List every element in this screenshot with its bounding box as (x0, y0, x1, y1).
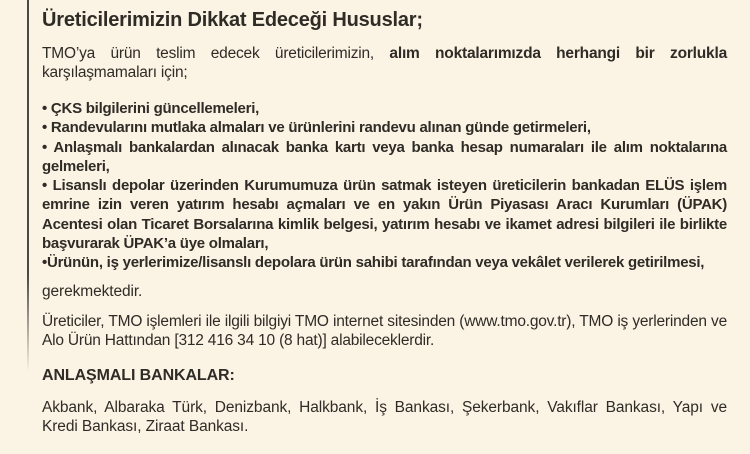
bullet-list (42, 99, 727, 273)
bullet-item-urun-teslim (42, 253, 727, 272)
left-margin-rule (27, 0, 29, 372)
bullet-item-lisansli-depo (42, 176, 727, 253)
bullet-marker: • (42, 177, 53, 195)
info-paragraph: Üreticiler, TMO işlemleri ile ilgili bilgiyi TMO internet sitesinden (www.tmo.gov.tr), TMO iş yerlerinden ve Alo Ürün Hattından [312 416 34 10 (8 hat)] alabileceklerdir. (42, 312, 727, 349)
bullet-marker: • (42, 100, 51, 117)
bullet-item-cks (42, 99, 727, 118)
bullet-text: Lisanslı depolar üzerinden Kurumumuza ürün satmak isteyen üreticilerin bankadan ELÜS işlem emrine izin veren yatırım hesabı açmaları ve en yakın Ürün Piyasası Aracı Kurumları (ÜPAK) Acentesi olan Ticaret Borsalarına kimlik belgesi, yatırım hesabı ve ikamet adresi bilgileri ile birlikte başvurarak ÜPAK’a üye olmaları, (42, 177, 727, 253)
intro-text-end: karşılaşmamaları için; (42, 63, 188, 81)
banks-list: Akbank, Albaraka Türk, Denizbank, Halkbank, İş Bankası, Şekerbank, Vakıflar Bankası, Yapı ve Kredi Bankası, Ziraat Bankası. (42, 398, 727, 436)
bullet-marker: • (42, 119, 51, 137)
bullet-text: Ürünün, iş yerlerimize/lisanslı depolara ürün sahibi tarafından veya vekâlet verilerek getirilmesi, (47, 254, 705, 272)
bullet-text: Randevularını mutlaka almaları ve ürünlerini randevu alınan günde getirmeleri, (50, 119, 591, 137)
bullet-text: ÇKS bilgilerini güncellemeleri, (50, 100, 260, 117)
document-content (42, 0, 727, 437)
banks-heading: ANLAŞMALI BANKALAR: (42, 366, 235, 384)
intro-text-start: TMO’ya ürün teslim edecek üreticilerimizin, (42, 45, 390, 62)
intro-paragraph (42, 45, 727, 82)
page-title: Üreticilerimizin Dikkat Edeceği Hususlar; (42, 9, 423, 31)
closing-text: gerekmektedir. (42, 282, 143, 300)
bullet-item-randevu (42, 118, 727, 137)
bullet-text: Anlaşmalı bankalardan alınacak banka kartı veya banka hesap numaraları ile alım noktalarına gelmeleri, (42, 138, 727, 175)
bullet-marker: • (42, 138, 54, 156)
intro-text-bold: alım noktalarımızda herhangi bir zorlukla (389, 45, 727, 62)
bullet-marker: • (42, 254, 48, 272)
bullet-item-banka-karti (42, 138, 727, 177)
